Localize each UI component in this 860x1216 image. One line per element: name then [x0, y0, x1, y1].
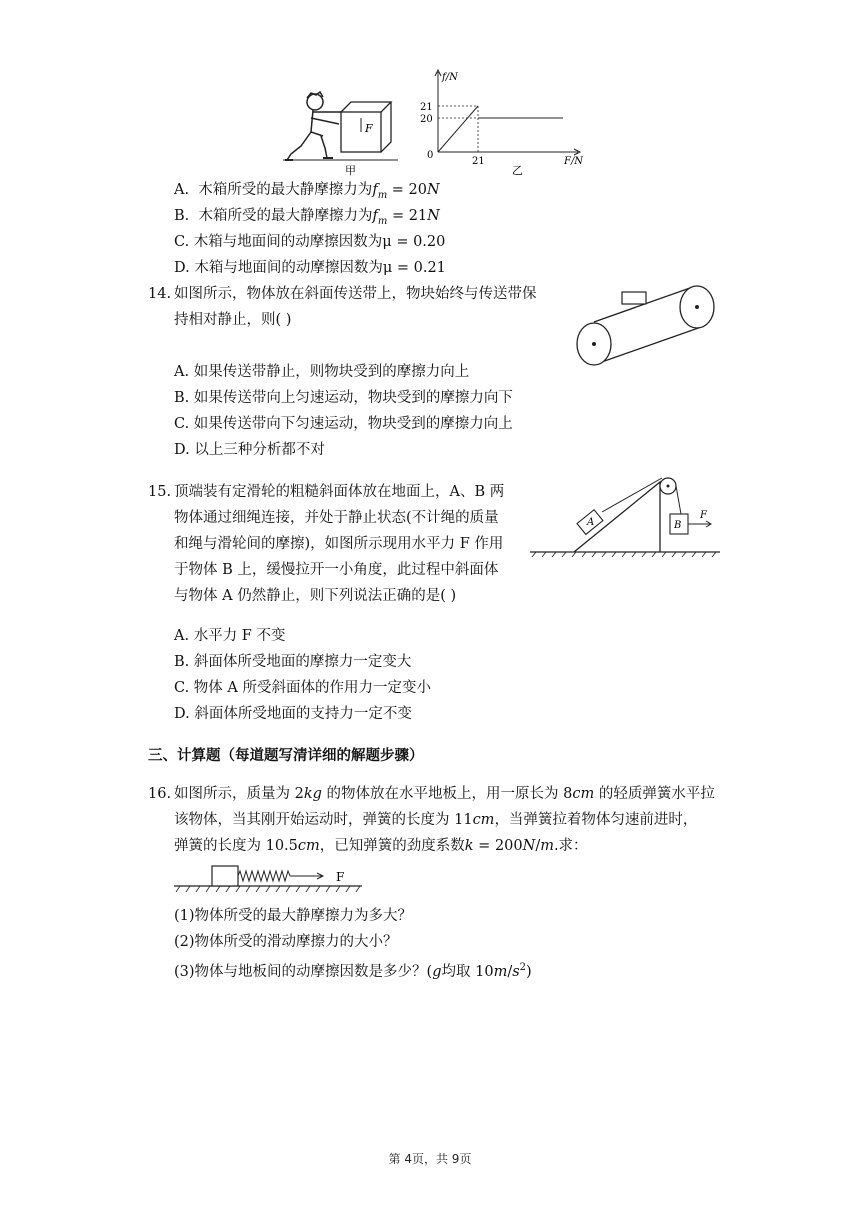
- q16-spring-figure: [172, 862, 372, 896]
- q14-block: [622, 292, 646, 304]
- q13-graph-ytick-20: 20: [420, 114, 433, 125]
- q15-label-a: A: [587, 517, 595, 528]
- q13-figure-push: [283, 88, 413, 178]
- q16-text-line: 弹簧的长度为 10.5cm，已知弹簧的劲度系数k = 200N/m.求：: [174, 838, 588, 854]
- q15-option-d: D. 斜面体所受地面的支持力一定不变: [174, 706, 412, 722]
- q14-option-d: D. 以上三种分析都不对: [174, 442, 325, 458]
- q13-graph: [418, 66, 588, 176]
- q13-option-b: B. 木箱所受的最大静摩擦力为$f_m = 21N$: [174, 208, 440, 227]
- q13-option-a: A. 木箱所受的最大静摩擦力为$f_m = 20N$: [174, 182, 440, 201]
- q13-graph-xtick-21: 21: [472, 156, 485, 167]
- q14-number: 14.: [148, 286, 172, 302]
- q13-option-c: C. 木箱与地面间的动摩擦因数为μ = 0.20: [174, 234, 446, 250]
- q13-graph-y-label: f/N: [442, 72, 458, 83]
- q16-number: 16.: [148, 786, 172, 802]
- q13-graph-origin: 0: [427, 150, 434, 161]
- q16-text-line: 如图所示，质量为 2kg 的物体放在水平地板上，用一原长为 8cm 的轻质弹簧水平拉: [174, 786, 715, 802]
- q13-box-force-label: F: [365, 122, 373, 135]
- q15-option-c: C. 物体 A 所受斜面体的作用力一定变小: [174, 680, 431, 696]
- q15-incline-figure: [530, 468, 720, 560]
- q16-subquestion: (2)物体所受的滑动摩擦力的大小？: [174, 934, 398, 950]
- q14-option-c: C. 如果传送带向下匀速运动，物块受到的摩擦力向上: [174, 416, 513, 432]
- q16-text-line: 该物体，当其刚开始运动时，弹簧的长度为 11cm，当弹簧拉着物体匀速前进时，: [174, 812, 698, 828]
- q13-figure-left-label: 甲: [345, 164, 356, 177]
- q15-text-line: 与物体 A 仍然静止，则下列说法正确的是( ): [174, 588, 457, 604]
- q13-graph-x-label: F/N: [564, 156, 584, 167]
- q15-label-f: F: [700, 510, 707, 521]
- q14-option-a: A. 如果传送带静止，则物块受到的摩擦力向上: [174, 364, 470, 380]
- q15-label-b: B: [674, 520, 682, 531]
- q15-number: 15.: [148, 484, 172, 500]
- q15-option-b: B. 斜面体所受地面的摩擦力一定变大: [174, 654, 412, 670]
- q14-option-b: B. 如果传送带向上匀速运动，物块受到的摩擦力向下: [174, 390, 513, 406]
- q13-figure-right-label: 乙: [512, 164, 523, 176]
- q16-force-label: F: [336, 870, 345, 884]
- q15-text-line: 物体通过细绳连接，并处于静止状态(不计绳的质量: [174, 510, 499, 526]
- q13-option-d: D. 木箱与地面间的动摩擦因数为μ = 0.21: [174, 260, 446, 276]
- q15-text-line: 和绳与滑轮间的摩擦)，如图所示现用水平力 F 作用: [174, 536, 504, 552]
- q16-subquestion: (3)物体与地板间的动摩擦因数是多少？(g均取 $10m/s^2$): [174, 962, 532, 980]
- q14-text-line1: 如图所示，物体放在斜面传送带上，物块始终与传送带保: [174, 286, 537, 302]
- q13-graph-ytick-21: 21: [420, 102, 433, 113]
- page-footer: 第 4页，共 9页: [388, 1152, 472, 1166]
- section-heading: 三、计算题（每道题写清详细的解题步骤）: [148, 748, 424, 764]
- q14-text-line2: 持相对静止，则( ): [174, 312, 292, 328]
- q15-text-line: 顶端装有定滑轮的粗糙斜面体放在地面上，A、B 两: [174, 484, 505, 500]
- q16-subquestion: (1)物体所受的最大静摩擦力为多大？: [174, 908, 413, 924]
- q14-conveyor-figure: [572, 282, 722, 368]
- q15-text-line: 于物体 B 上，缓慢拉开一小角度，此过程中斜面体: [174, 562, 499, 578]
- q15-option-a: A. 水平力 F 不变: [174, 628, 286, 644]
